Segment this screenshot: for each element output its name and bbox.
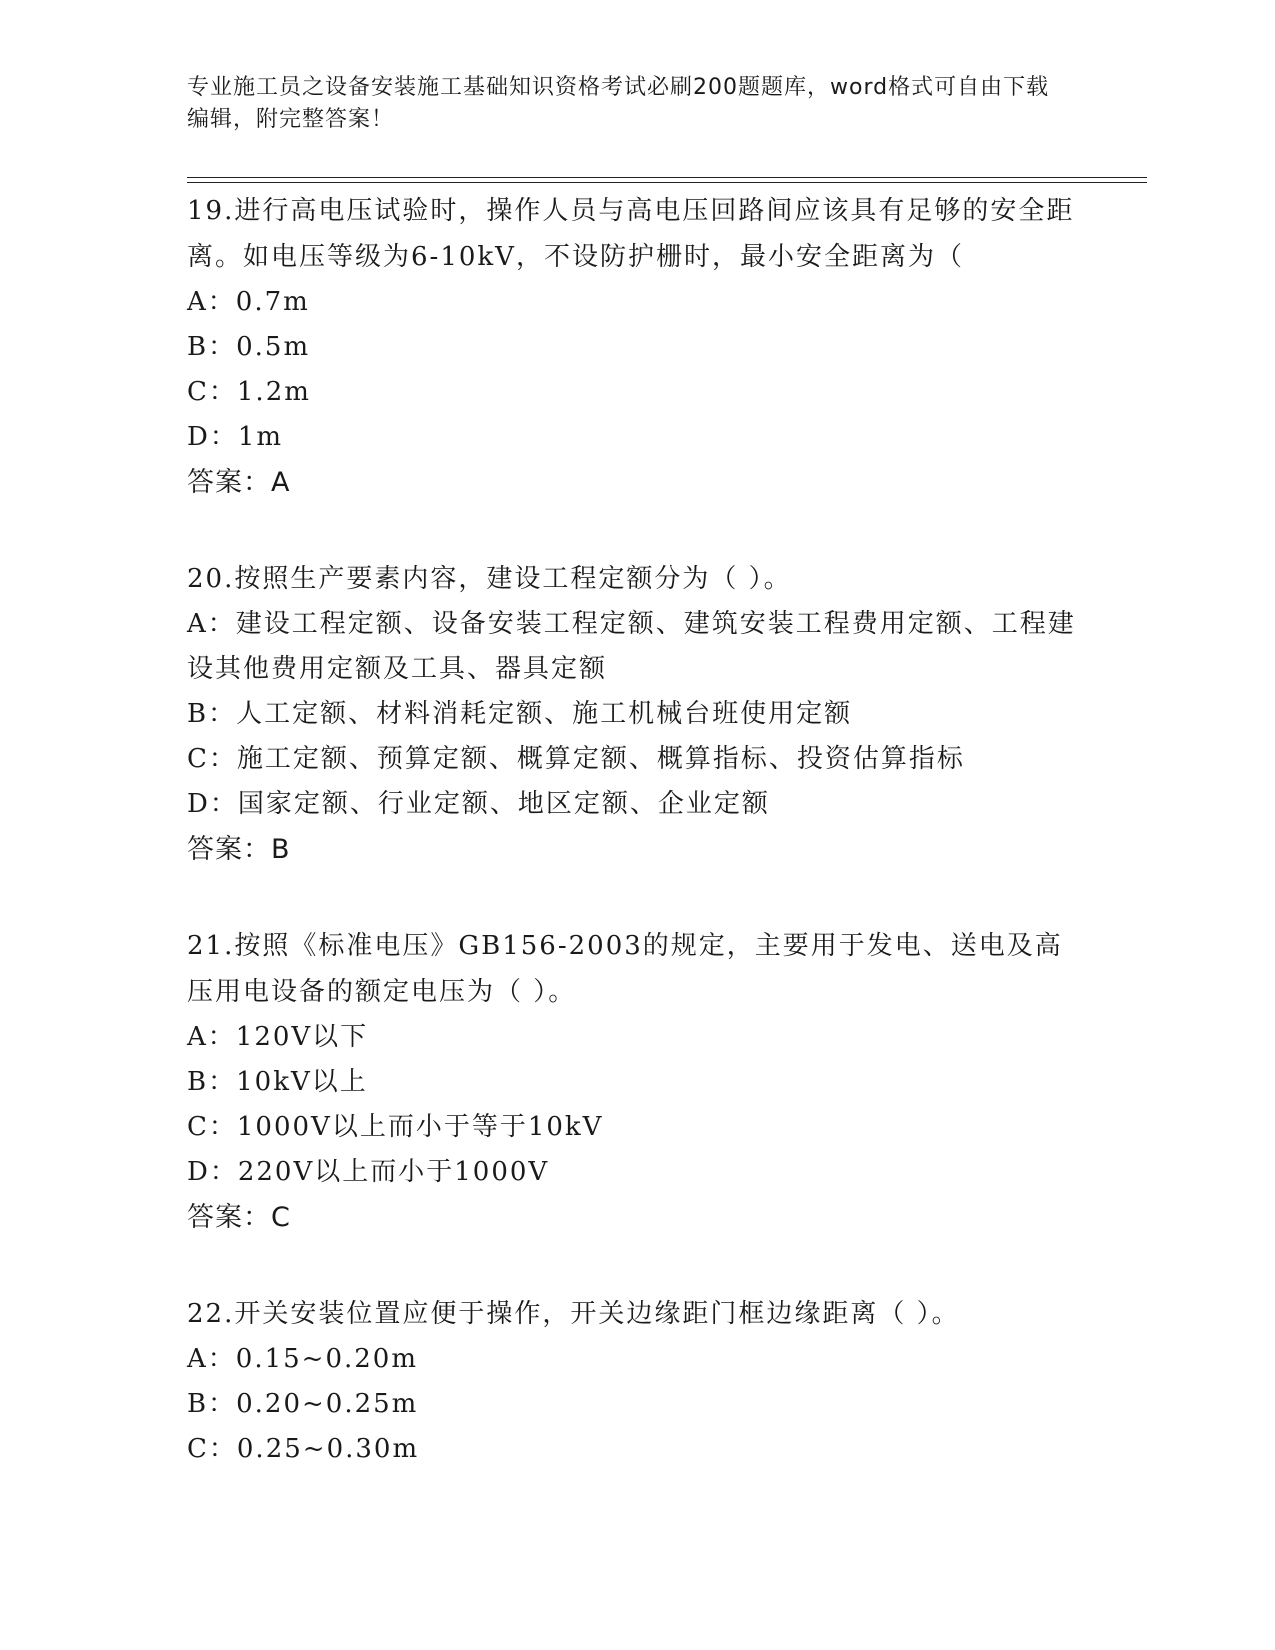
question-21 — [187, 923, 1087, 1241]
question-stem: 21.按照《标准电压》GB156-2003的规定，主要用于发电、送电及高压用电设备的额定电压为（ ）。 — [187, 931, 1063, 1007]
question-list — [187, 188, 1087, 1522]
option-a: A：0.7m — [187, 287, 310, 317]
question-22 — [187, 1291, 1087, 1472]
option-d: D：220V以上而小于1000V — [187, 1157, 550, 1187]
option-d: D：1m — [187, 422, 284, 452]
option-b: B：0.20~0.25m — [187, 1389, 419, 1419]
answer: 答案：C — [187, 1202, 291, 1233]
option-c: C：1000V以上而小于等于10kV — [187, 1112, 604, 1142]
option-b: B：10kV以上 — [187, 1067, 368, 1097]
question-stem: 19.进行高电压试验时，操作人员与高电压回路间应该具有足够的安全距离。如电压等级为6-10kV，不设防护栅时，最小安全距离为（ — [187, 196, 1075, 272]
option-c: C：1.2m — [187, 377, 311, 407]
answer: 答案：A — [187, 467, 291, 498]
header-divider-top — [187, 177, 1147, 178]
document-header: 专业施工员之设备安装施工基础知识资格考试必刷200题题库，word格式可自由下载编辑，附完整答案！ — [187, 75, 1050, 132]
question-20 — [187, 556, 1087, 873]
answer: 答案：B — [187, 834, 291, 865]
question-19 — [187, 188, 1087, 506]
option-b: B：0.5m — [187, 332, 311, 362]
question-stem: 22.开关安装位置应便于操作，开关边缘距门框边缘距离（ ）。 — [187, 1299, 960, 1329]
header-divider-bottom — [187, 182, 1147, 183]
option-a: A：0.15~0.20m — [187, 1344, 418, 1374]
question-stem: 20.按照生产要素内容，建设工程定额分为（ ）。 — [187, 564, 792, 594]
option-a: A：建设工程定额、设备安装工程定额、建筑安装工程费用定额、工程建设其他费用定额及工具、器具定额 — [187, 609, 1076, 684]
option-c: C：施工定额、预算定额、概算定额、概算指标、投资估算指标 — [187, 744, 965, 774]
option-c: C：0.25~0.30m — [187, 1434, 420, 1464]
option-d: D：国家定额、行业定额、地区定额、企业定额 — [187, 789, 770, 819]
option-b: B：人工定额、材料消耗定额、施工机械台班使用定额 — [187, 699, 853, 729]
option-a: A：120V以下 — [187, 1022, 369, 1052]
